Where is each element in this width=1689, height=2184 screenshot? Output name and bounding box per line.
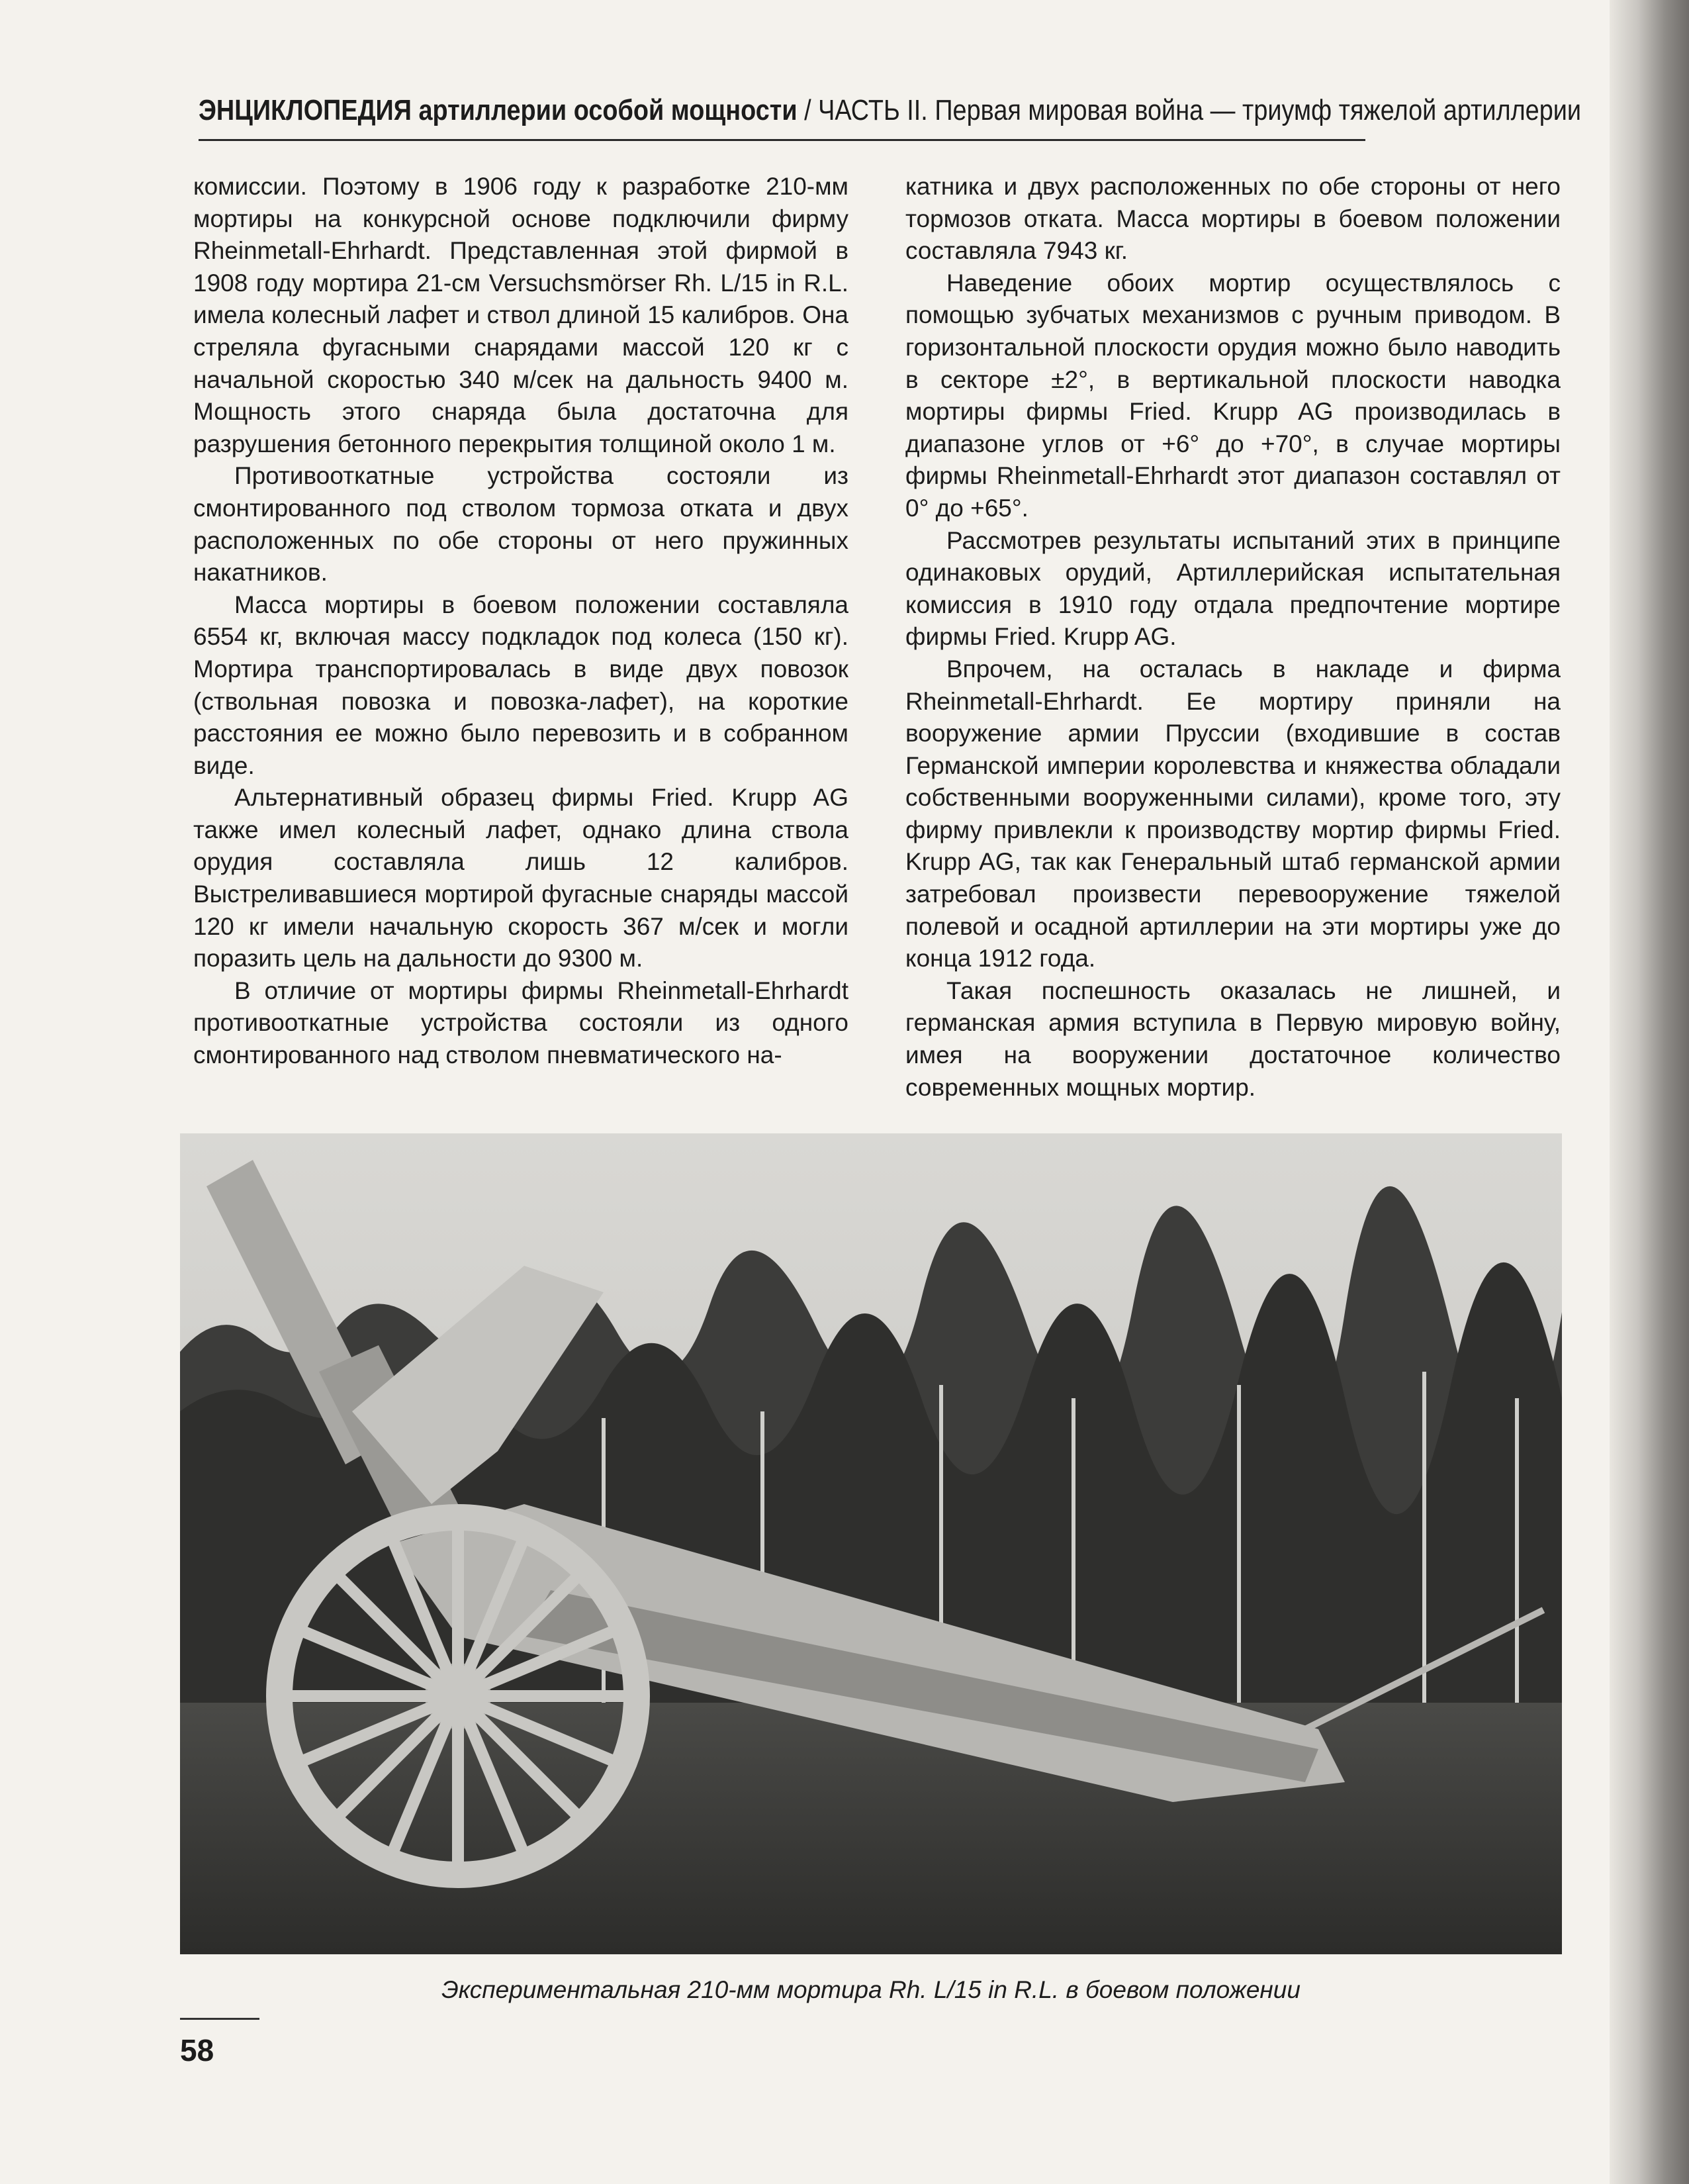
paragraph: Альтернативный образец фирмы Fried. Krupp AG также имел колесный лафет, однако длина ствола орудия составляла лишь 12 калибров. Выстреливавшиеся мортирой фугасные снаряды массой 120 кг имели начальную скорость 367 м/сек и могли поразить цель на дальности до 9300 м. bbox=[193, 784, 848, 973]
paragraph: Такая поспешность оказалась не лишней, и германская армия вступила в Первую мировую войну, имея на вооружении достаточное количество современных мощных мортир. bbox=[905, 976, 1561, 1101]
page-number: 58 bbox=[180, 2033, 214, 2067]
figure-caption: Экспериментальная 210-мм мортира Rh. L/15 in R.L. в боевом положении bbox=[441, 1976, 1301, 2003]
mortar-photo-illustration bbox=[180, 1133, 1562, 1954]
paragraph: Впрочем, на осталась в накладе и фирма Rheinmetall-Ehrhardt. Ее мортиру приняли на вооружение армии Пруссии (входившие в состав Германской империи королевства и княжества обладали собственными вооруженными силами), кроме того, эту фирму привлекли к производству мортир фирмы Fried. Krupp AG, так как Генеральный штаб германской армии затребовал произвести перевооружение тяжелой полевой и осадной артиллерии на эти мортиры уже до конца 1912 года. bbox=[905, 655, 1561, 973]
mortar-photograph bbox=[180, 1133, 1562, 1954]
paragraph: комиссии. Поэтому в 1906 году к разработке 210-мм мортиры на конкурсной основе подключили фирму Rheinmetall-Ehrhardt. Представленная этой фирмой в 1908 году мортира 21-см Versuchsmörser Rh. L/15 in R.L. имела колесный лафет и ствол длиной 15 калибров. Она стреляла фугасными снарядами массой 120 кг с начальной скоростью 340 м/сек на дальность 9400 м. Мощность этого снаряда была достаточна для разрушения бетонного перекрытия толщиной около 1 м. bbox=[193, 173, 848, 457]
footer-rule bbox=[180, 2018, 259, 2020]
header-subtitle: Первая мировая война — триумф тяжелой артиллерии bbox=[927, 94, 1582, 126]
paragraph: Противооткатные устройства состояли из смонтированного под стволом тормоза отката и двух расположенных по обе стороны от него пружинных накатников. bbox=[193, 462, 848, 587]
right-column bbox=[905, 171, 1561, 1104]
paragraph: катника и двух расположенных по обе стороны от него тормозов отката. Масса мортиры в боевом положении составляла 7943 кг. bbox=[905, 173, 1561, 265]
header-part: / ЧАСТЬ II. bbox=[797, 94, 928, 126]
header-title-bold-2: артиллерии особой мощности bbox=[411, 94, 798, 126]
paragraph: В отличие от мортиры фирмы Rheinmetall-Ehrhardt противооткатные устройства состояли из одного смонтированного над стволом пневматического на- bbox=[193, 976, 848, 1069]
paragraph: Рассмотрев результаты испытаний этих в принципе одинаковых орудий, Артиллерийская испытательная комиссия в 1910 году отдала предпочтение мортире фирмы Fried. Krupp AG. bbox=[905, 526, 1561, 651]
left-column bbox=[193, 171, 848, 1072]
book-spine-shadow bbox=[1610, 0, 1689, 2184]
running-header bbox=[199, 79, 1582, 141]
header-title-bold: ЭНЦИКЛОПЕДИЯ bbox=[199, 94, 412, 126]
paragraph: Масса мортиры в боевом положении составляла 6554 кг, включая массу подкладок под колеса (150 кг). Мортира транспортировалась в виде двух повозок (ствольная повозка и повозка-лафет), на короткие расстояния ее можно было перевозить и в собранном виде. bbox=[193, 591, 848, 779]
paragraph: Наведение обоих мортир осуществлялось с помощью зубчатых механизмов с ручным приводом. В горизонтальной плоскости орудия можно было наводить в секторе ±2°, в вертикальной плоскости наводка мортиры фирмы Fried. Krupp AG производилась в диапазоне углов от +6° до +70°, в случае мортиры фирмы Rheinmetall-Ehrhardt этот диапазон составлял от 0° до +65°. bbox=[905, 269, 1561, 522]
